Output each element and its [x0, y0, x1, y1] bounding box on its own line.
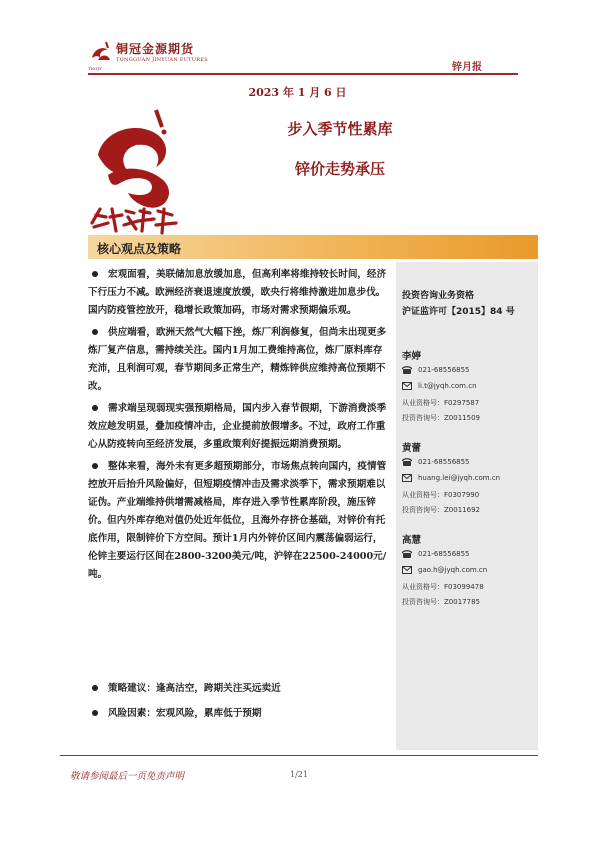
- paragraph-text: 宏观面看，美联储加息放缓加息，但高利率将维持较长时间，经济下行压力不减。欧洲经济衰退速度放缓，欧央行将维持激进加息步伐。国内防疫管控放开，稳增长政策加码，市场对需求预期偏乐观。: [88, 269, 387, 316]
- phone-icon: [402, 458, 412, 466]
- analyst-cert: 从业资格号：F0307990: [402, 491, 480, 499]
- qualification-line2: 沪证监许可【2015】84 号: [402, 307, 515, 317]
- analyst-advisory: 投资咨询号：Z0011509: [402, 414, 480, 422]
- paragraph-supply: [88, 324, 388, 396]
- analyst-phone: 021-68556855: [418, 458, 470, 466]
- qualification-line1: 投资咨询业务资格: [402, 291, 475, 301]
- footer-divider: [60, 755, 538, 756]
- analyst-cert: 从业资格号：F0297587: [402, 399, 480, 407]
- analyst-email[interactable]: gao.h@jyqh.com.cn: [418, 566, 488, 574]
- strategy-line: [88, 680, 388, 694]
- header-divider: [88, 73, 518, 75]
- analyst-name: 高慧: [402, 535, 422, 546]
- mail-icon: [402, 474, 412, 482]
- paragraph-text: 供应端看，欧洲天然气大幅下挫，炼厂利润修复，但尚未出现更多炼厂复产信息，需持续关注。国内1月加工费维持高位，炼厂原料库存充沛，且利润可观，春节期间多正常生产，精炼锌供应维持高位预期不改。: [88, 327, 387, 392]
- phone-icon: [402, 366, 412, 374]
- paragraph-text: 需求端呈现弱现实强预期格局，国内步入春节假期，下游消费淡季效应趁发明显，叠加疫情冲击，企业提前放假增多。不过，政府工作重心从防疫转向至经济发展，多重政策利好提振远期消费预期。: [88, 403, 387, 450]
- mail-icon: [402, 566, 412, 574]
- risk-text: 风险因素：宏观风险，累库低于预期: [108, 708, 262, 719]
- paragraph-macro: [88, 266, 388, 320]
- bullet-icon: [92, 685, 98, 691]
- report-type: 锌月报: [452, 62, 482, 73]
- analyst-advisory: 投资咨询号：Z0017785: [402, 598, 480, 606]
- bullet-icon: [92, 405, 98, 411]
- analyst-cert: 从业资格号：F03099478: [402, 583, 484, 591]
- core-views: [88, 266, 388, 584]
- bullet-icon: [92, 271, 98, 277]
- analyst-advisory: 投资咨询号：Z0011692: [402, 506, 480, 514]
- company-name-en: TONGGUAN JINYUAN FUTURES: [116, 57, 208, 63]
- paragraph-text: 整体来看，海外未有更多超预期部分，市场焦点转向国内，疫情管控放开后抬升风险偏好，但短期疫情冲击及需求淡季下，需求预期难以证伪。产业端维持供增需减格局，库存进入季节性累库阶段，施压锌价。但内外库存绝对值仍处近年低位，且海外存挤仓基础，对锌价有托底作用，限制锌价下方空间。预计1月内外锌价区间内震荡偏弱运行，伦锌主要运行区间在2800-3200美元/吨，沪锌在22500-24000元/吨。: [88, 461, 387, 580]
- analyst-sidebar: [396, 262, 538, 750]
- analyst-email[interactable]: huang.lei@jyqh.com.cn: [418, 474, 501, 482]
- bullet-icon: [92, 710, 98, 716]
- report-title-line1: 步入季节性累库: [287, 120, 393, 138]
- company-name: 铜冠金源期货: [116, 42, 195, 56]
- report-date: 2023 年 1 月 6 日: [248, 86, 347, 99]
- phone-icon: [402, 550, 412, 558]
- company-short: TNGJY: [88, 66, 102, 71]
- risk-line: [88, 705, 388, 719]
- paragraph-demand: [88, 400, 388, 454]
- mail-icon: [402, 382, 412, 390]
- analyst-name: 李婷: [402, 351, 422, 362]
- section-title: 核心观点及策略: [97, 242, 182, 256]
- analyst-email[interactable]: li.t@jyqh.com.cn: [418, 382, 477, 390]
- strategy-text: 策略建议：逢高沽空，跨期关注买远卖近: [108, 683, 281, 694]
- paragraph-overall: [88, 458, 388, 584]
- report-title-line2: 锌价走势承压: [294, 160, 385, 178]
- disclaimer-link[interactable]: 敬请参阅最后一页免责声明: [70, 771, 185, 782]
- analyst-phone: 021-68556855: [418, 550, 470, 558]
- bullet-icon: [92, 329, 98, 335]
- analyst-name: 黄蕾: [402, 443, 422, 454]
- bullet-icon: [92, 463, 98, 469]
- company-logo-icon: [88, 40, 114, 66]
- page-number: 1/21: [290, 770, 308, 779]
- analyst-phone: 021-68556855: [418, 366, 470, 374]
